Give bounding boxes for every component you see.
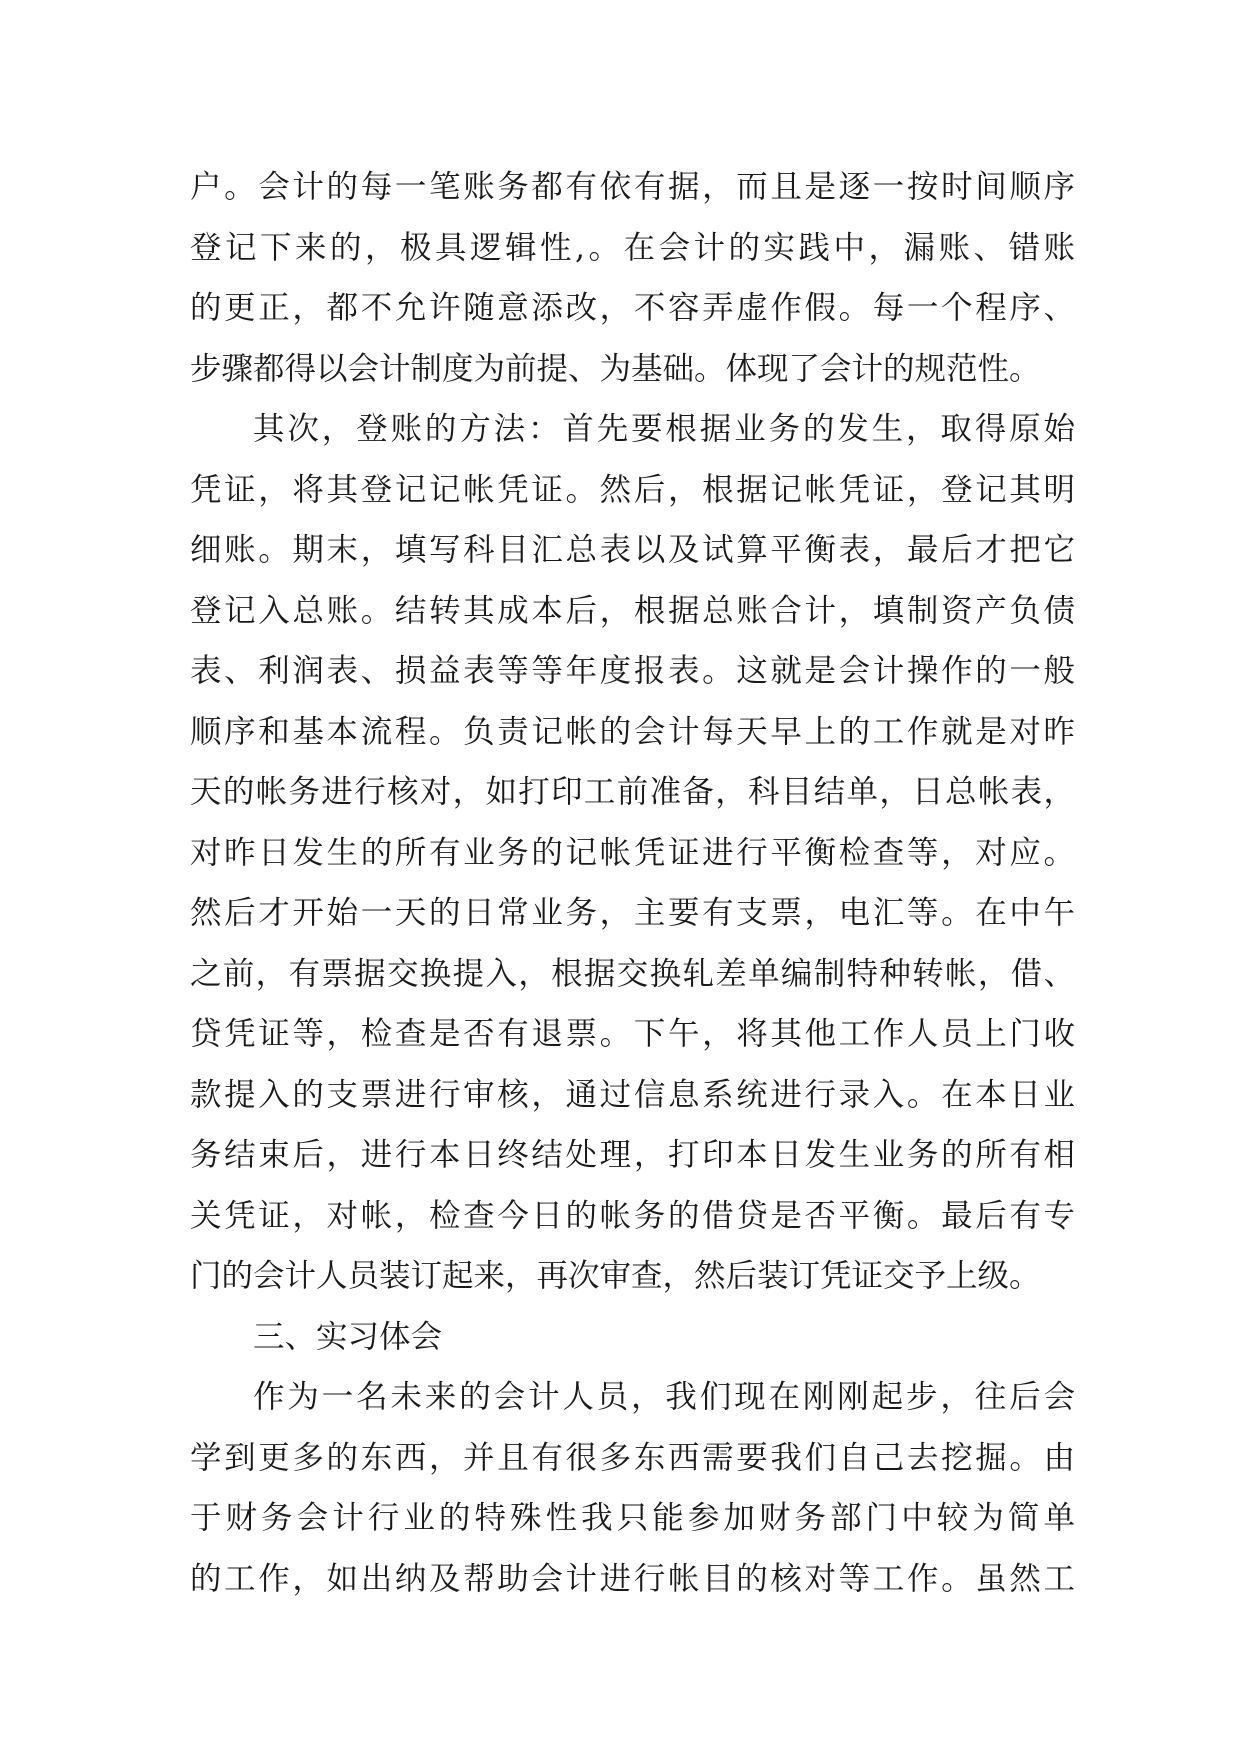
text-line: 登记下来的，极具逻辑性,。在会计的实践中，漏账、错账: [190, 229, 1075, 266]
text-line: 步骤都得以会计制度为前提、为基础。体现了会计的规范性。: [190, 350, 1041, 387]
text-line: 对昨日发生的所有业务的记帐凭证进行平衡检查等，对应。: [190, 834, 1075, 871]
text-line: 于财务会计行业的特殊性我只能参加财务部门中较为简单: [190, 1500, 1075, 1536]
text-line: 之前，有票据交换提入，根据交换轧差单编制特种转帐，借、: [190, 955, 1075, 992]
text-line: 的工作，如出纳及帮助会计进行帐目的核对等工作。虽然工: [190, 1560, 1075, 1597]
text-line: 天的帐务进行核对，如打印工前准备，科目结单，日总帐表，: [190, 774, 1075, 810]
text-line: 贷凭证等，检查是否有退票。下午，将其他工作人员上门收: [190, 1016, 1075, 1052]
text-line: 户。会计的每一笔账务都有依有据，而且是逐一按时间顺序: [190, 169, 1075, 205]
text-line: 学到更多的东西，并且有很多东西需要我们自己去挖掘。由: [190, 1439, 1075, 1476]
text-line: 凭证，将其登记记帐凭证。然后，根据记帐凭证，登记其明: [190, 471, 1075, 508]
text-line: 其次，登账的方法：首先要根据业务的发生，取得原始: [253, 411, 1075, 447]
text-line: 然后才开始一天的日常业务，主要有支票，电汇等。在中午: [190, 895, 1075, 931]
text-line: 的更正，都不允许随意添改，不容弄虚作假。每一个程序、: [190, 290, 1075, 326]
text-line: 顺序和基本流程。负责记帐的会计每天早上的工作就是对昨: [190, 713, 1075, 750]
text-line: 登记入总账。结转其成本后，根据总账合计，填制资产负债: [190, 592, 1075, 629]
section-heading: 三、实习体会: [253, 1318, 443, 1355]
text-line: 表、利润表、损益表等等年度报表。这就是会计操作的一般: [190, 653, 1075, 689]
text-line: 款提入的支票进行审核，通过信息系统进行录入。在本日业: [190, 1076, 1075, 1113]
document-body: [190, 157, 1075, 1609]
text-line: 门的会计人员装订起来，再次审查，然后装订凭证交予上级。: [190, 1258, 1041, 1294]
text-line: 作为一名未来的会计人员，我们现在刚刚起步，往后会: [253, 1379, 1075, 1415]
text-line: 细账。期末，填写科目汇总表以及试算平衡表，最后才把它: [190, 532, 1075, 568]
text-line: 务结束后，进行本日终结处理，打印本日发生业务的所有相: [190, 1137, 1075, 1173]
text-line: 关凭证，对帐，检查今日的帐务的借贷是否平衡。最后有专: [190, 1197, 1075, 1234]
